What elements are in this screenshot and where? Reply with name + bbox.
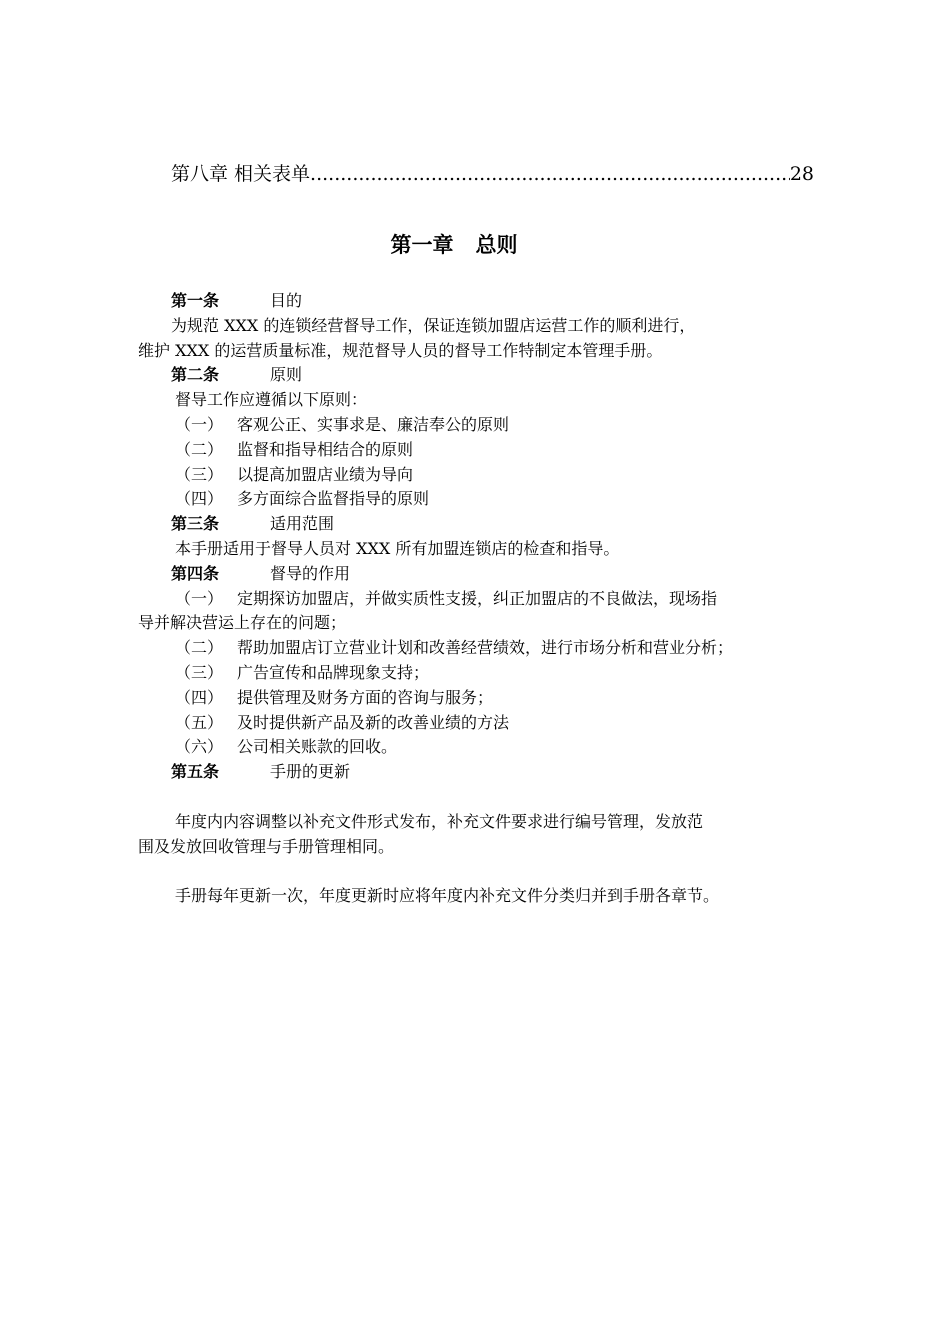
- list-item: [138, 686, 818, 711]
- article-name: 目的: [270, 291, 303, 310]
- list-item-text: 以提高加盟店业绩为导向: [237, 464, 414, 484]
- list-item-text: 公司相关账款的回收。: [237, 737, 398, 757]
- list-item-text: 广告宣传和品牌现象支持；: [237, 662, 430, 682]
- article-heading: [138, 760, 818, 785]
- chapter-number: 第一章: [390, 233, 454, 257]
- article-heading: [138, 512, 818, 537]
- article-number: 第三条: [171, 514, 220, 534]
- list-item-text: 及时提供新产品及新的改善业绩的方法: [237, 712, 510, 732]
- list-item-number: （三）: [175, 662, 224, 682]
- article-number: 第四条: [171, 563, 220, 583]
- article-name: 适用范围: [270, 514, 335, 534]
- list-item-number: （六）: [175, 737, 224, 757]
- list-item: [138, 636, 818, 661]
- list-item-number: （四）: [175, 687, 224, 707]
- body-text: 督导工作应遵循以下原则：: [175, 390, 368, 410]
- list-item: [138, 413, 818, 438]
- list-item: [138, 587, 818, 612]
- list-item-number: （五）: [175, 712, 224, 732]
- list-item-text: 多方面综合监督指导的原则: [237, 489, 430, 509]
- article-name: 原则: [270, 365, 303, 385]
- list-item-number: （一）: [175, 414, 224, 434]
- toc-entry-chapter-8[interactable]: [171, 160, 814, 188]
- list-item-number: （三）: [175, 464, 224, 484]
- chapter-body: [138, 289, 818, 909]
- article-number: 第五条: [171, 762, 220, 782]
- article-number: 第一条: [171, 291, 220, 310]
- list-item-text: 客观公正、实事求是、廉洁奉公的原则: [237, 414, 510, 434]
- list-item-text: 提供管理及财务方面的咨询与服务；: [237, 687, 494, 707]
- body-text: 围及发放回收管理与手册管理相同。: [138, 836, 395, 856]
- body-text: 年度内内容调整以补充文件形式发布，补充文件要求进行编号管理，发放范: [175, 811, 704, 831]
- list-item: [138, 463, 818, 488]
- article-number: 第二条: [171, 365, 220, 385]
- toc-page-number: 28: [789, 163, 814, 185]
- list-item: [138, 438, 818, 463]
- list-item-number: （一）: [175, 588, 224, 608]
- article-name: 督导的作用: [270, 563, 351, 583]
- list-item: [138, 661, 818, 686]
- article-heading: [138, 363, 818, 388]
- body-text: 手册每年更新一次，年度更新时应将年度内补充文件分类归并到手册各章节。: [175, 886, 720, 906]
- body-text: 维护 XXX 的运营质量标准，规范督导人员的督导工作特制定本管理手册。: [138, 340, 663, 360]
- list-item-number: （四）: [175, 489, 224, 509]
- chapter-title: [0, 229, 908, 261]
- article-heading: [138, 562, 818, 587]
- list-item: [138, 487, 818, 512]
- list-item: [138, 711, 818, 736]
- list-item-continuation: 导并解决营运上存在的问题；: [138, 613, 347, 633]
- toc-leader-dots: [310, 160, 790, 188]
- list-item-number: （二）: [175, 439, 224, 459]
- body-text: 为规范 XXX 的连锁经营督导工作，保证连锁加盟店运营工作的顺利进行，: [171, 315, 696, 335]
- chapter-name: 总则: [475, 233, 518, 257]
- article-heading: [138, 289, 818, 314]
- list-item: [138, 735, 818, 760]
- list-item-text: 帮助加盟店订立营业计划和改善经营绩效，进行市场分析和营业分析；: [237, 638, 734, 658]
- toc-entry-label: 第八章 相关表单: [171, 163, 311, 185]
- list-item-number: （二）: [175, 638, 224, 658]
- article-name: 手册的更新: [270, 762, 351, 782]
- list-item-text: 定期探访加盟店，并做实质性支援，纠正加盟店的不良做法，现场指: [237, 588, 718, 608]
- body-text: 本手册适用于督导人员对 XXX 所有加盟连锁店的检查和指导。: [175, 538, 620, 558]
- list-item-text: 监督和指导相结合的原则: [237, 439, 414, 459]
